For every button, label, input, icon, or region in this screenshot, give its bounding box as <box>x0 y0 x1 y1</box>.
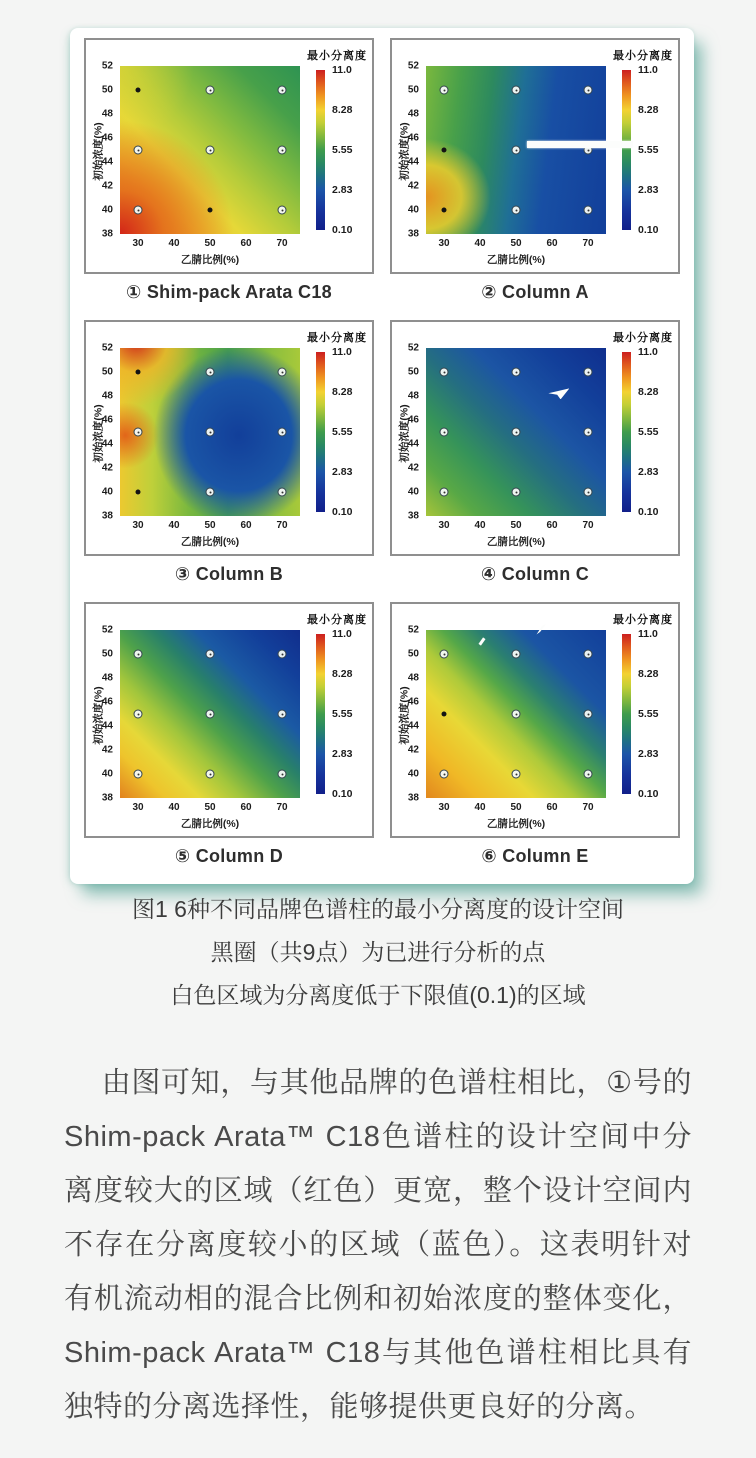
colorbar <box>622 634 631 794</box>
x-tick-label: 70 <box>276 520 288 531</box>
colorbar-tick-label: 2.83 <box>638 748 659 760</box>
y-tick-label: 46 <box>101 414 113 426</box>
plot-panel-3 <box>84 320 374 556</box>
x-tick-label: 60 <box>546 238 558 249</box>
colorbar-tick-label: 5.55 <box>638 708 659 720</box>
sample-point <box>206 146 215 155</box>
y-tick-label: 46 <box>407 696 419 708</box>
sample-point <box>134 428 143 437</box>
y-tick-label: 42 <box>101 180 113 192</box>
y-axis-ticks <box>90 60 116 240</box>
white-low-resolution-band <box>527 141 633 148</box>
y-axis-ticks <box>396 624 422 804</box>
colorbar <box>622 70 631 230</box>
y-tick-label: 38 <box>101 510 113 522</box>
colorbar-tick-label: 11.0 <box>638 64 658 76</box>
subplot-caption-4: ④ Column C <box>480 564 590 584</box>
plot-area <box>407 624 606 804</box>
colorbar-title: 最小分离度 <box>613 614 673 626</box>
sample-point <box>206 770 215 779</box>
y-tick-label: 48 <box>407 108 419 120</box>
colorbar-tick-label: 0.10 <box>332 788 353 800</box>
colorbar-title: 最小分离度 <box>307 50 367 62</box>
sample-point <box>206 710 215 719</box>
colorbar <box>316 352 325 512</box>
x-tick-label: 70 <box>582 520 594 531</box>
y-tick-label: 48 <box>101 108 113 120</box>
y-axis-label: 初始浓度(%) <box>92 404 105 463</box>
x-tick-label: 60 <box>546 802 558 813</box>
heatmap-surface <box>120 630 300 798</box>
sample-point <box>278 428 287 437</box>
sample-point <box>278 368 287 377</box>
x-tick-label: 70 <box>582 802 594 813</box>
x-tick-label: 60 <box>546 520 558 531</box>
y-axis-ticks <box>90 624 116 804</box>
colorbar-title: 最小分离度 <box>307 614 367 626</box>
sample-point <box>278 710 287 719</box>
y-axis-ticks <box>396 60 422 240</box>
y-tick-label: 42 <box>101 744 113 756</box>
y-tick-label: 44 <box>407 720 419 732</box>
sample-point <box>136 370 141 375</box>
colorbar-tick-label: 8.28 <box>638 668 659 680</box>
y-tick-label: 38 <box>407 792 419 804</box>
plot-panel-2 <box>390 38 680 274</box>
x-tick-label: 70 <box>582 238 594 249</box>
y-tick-label: 52 <box>407 624 419 636</box>
sample-point <box>584 206 593 215</box>
y-axis-label: 初始浓度(%) <box>92 686 105 745</box>
body-paragraph: 由图可知，与其他品牌的色谱柱相比，①号的Shim-pack Arata™ C18色谱柱的设计空间中分离度较大的区域（红色）更宽，整个设计空间内不存在分离度较小的区域（蓝色）。这表明针对有机流动相的混合比例和初始浓度的整体变化，Shim-pack Arata™ C18与其他色谱柱相比具有独特的分离选择性，能够提供更良好的分离。 <box>64 1067 692 1423</box>
subplot-2 <box>390 38 680 310</box>
x-axis-ticks <box>120 238 300 251</box>
x-axis-ticks <box>426 520 606 533</box>
figure-caption-line-1: 图1 6种不同品牌色谱柱的最小分离度的设计空间 <box>132 896 624 922</box>
sample-point <box>440 86 449 95</box>
colorbar-tick-label: 2.83 <box>638 184 659 196</box>
y-tick-label: 52 <box>407 60 419 72</box>
y-tick-label: 44 <box>407 438 419 450</box>
figure-card <box>70 28 694 884</box>
x-axis-label: 乙腈比例(%) <box>486 254 546 266</box>
colorbar-tick-label: 5.55 <box>332 144 353 156</box>
colorbar-tick-label: 0.10 <box>638 224 659 236</box>
colorbar-tick-label: 8.28 <box>332 668 353 680</box>
colorbar-tick-label: 2.83 <box>332 184 353 196</box>
subplot-caption-3: ③ Column B <box>174 564 284 584</box>
x-axis-label: 乙腈比例(%) <box>180 818 240 830</box>
sample-point <box>584 86 593 95</box>
heatmap-surface <box>426 630 606 798</box>
sample-point <box>206 86 215 95</box>
x-tick-label: 40 <box>168 238 180 249</box>
plot-area <box>407 60 606 240</box>
sample-point <box>134 650 143 659</box>
subplot-1 <box>84 38 374 310</box>
y-tick-label: 50 <box>407 84 419 96</box>
x-tick-label: 70 <box>276 802 288 813</box>
subplot-3 <box>84 320 374 592</box>
sample-point <box>584 488 593 497</box>
y-tick-label: 38 <box>101 792 113 804</box>
sample-point <box>512 710 521 719</box>
y-tick-label: 52 <box>101 60 113 72</box>
x-tick-label: 30 <box>438 520 450 531</box>
x-tick-label: 60 <box>240 802 252 813</box>
y-tick-label: 38 <box>101 228 113 240</box>
y-tick-label: 48 <box>101 672 113 684</box>
colorbar-tick-label: 2.83 <box>332 748 353 760</box>
y-axis-ticks <box>396 342 422 522</box>
subplot-caption-6: ⑥ Column E <box>481 846 589 866</box>
colorbar-ticks <box>329 346 371 518</box>
x-tick-label: 30 <box>132 520 144 531</box>
sample-point <box>512 146 521 155</box>
y-tick-label: 38 <box>407 510 419 522</box>
sample-point <box>278 86 287 95</box>
y-axis-label: 初始浓度(%) <box>398 686 411 745</box>
y-tick-label: 40 <box>407 768 419 780</box>
sample-point <box>278 488 287 497</box>
subplot-caption-1: ① Shim-pack Arata C18 <box>126 282 332 302</box>
sample-point <box>278 770 287 779</box>
sample-point <box>442 712 447 717</box>
colorbar-tick-label: 0.10 <box>638 506 659 518</box>
y-tick-label: 48 <box>407 672 419 684</box>
x-tick-label: 50 <box>510 802 522 813</box>
colorbar-tick-label: 11.0 <box>332 64 352 76</box>
plot-area <box>101 342 300 522</box>
x-tick-label: 50 <box>510 520 522 531</box>
colorbar-ticks <box>329 64 371 236</box>
sample-point <box>512 368 521 377</box>
y-axis-label: 初始浓度(%) <box>398 404 411 463</box>
subplot-5 <box>84 602 374 874</box>
sample-point <box>440 428 449 437</box>
y-tick-label: 42 <box>407 744 419 756</box>
y-axis-label: 初始浓度(%) <box>92 122 105 181</box>
colorbar-tick-label: 0.10 <box>332 224 353 236</box>
y-tick-label: 42 <box>101 462 113 474</box>
y-tick-label: 50 <box>407 366 419 378</box>
colorbar-title: 最小分离度 <box>307 332 367 344</box>
x-tick-label: 50 <box>204 802 216 813</box>
y-tick-label: 40 <box>101 486 113 498</box>
y-tick-label: 40 <box>101 204 113 216</box>
sample-point <box>278 146 287 155</box>
heatmap-surface <box>426 348 606 516</box>
subplot-4 <box>390 320 680 592</box>
y-tick-label: 42 <box>407 462 419 474</box>
y-tick-label: 46 <box>407 132 419 144</box>
sample-point <box>584 428 593 437</box>
y-tick-label: 50 <box>101 84 113 96</box>
colorbar-tick-label: 11.0 <box>638 346 658 358</box>
x-tick-label: 40 <box>474 802 486 813</box>
y-tick-label: 46 <box>101 696 113 708</box>
sample-point <box>136 490 141 495</box>
colorbar-ticks <box>329 628 371 800</box>
sample-point <box>584 770 593 779</box>
colorbar-tick-label: 11.0 <box>638 628 658 640</box>
figure-caption <box>0 888 756 1017</box>
plot-panel-1 <box>84 38 374 274</box>
sample-point <box>512 488 521 497</box>
colorbar-tick-label: 8.28 <box>332 386 353 398</box>
sample-point <box>584 650 593 659</box>
sample-point <box>206 368 215 377</box>
colorbar-tick-label: 8.28 <box>638 104 659 116</box>
sample-point <box>512 770 521 779</box>
y-tick-label: 52 <box>101 624 113 636</box>
y-tick-label: 44 <box>101 438 113 450</box>
plot-panel-6 <box>390 602 680 838</box>
x-tick-label: 40 <box>168 802 180 813</box>
x-tick-label: 30 <box>132 238 144 249</box>
x-tick-label: 50 <box>204 238 216 249</box>
y-tick-label: 48 <box>407 390 419 402</box>
sample-point <box>442 208 447 213</box>
x-axis-label: 乙腈比例(%) <box>180 536 240 548</box>
sample-point <box>206 650 215 659</box>
sample-point <box>440 770 449 779</box>
sample-point <box>584 710 593 719</box>
sample-point <box>512 206 521 215</box>
y-tick-label: 44 <box>101 156 113 168</box>
colorbar-tick-label: 5.55 <box>638 144 659 156</box>
y-tick-label: 38 <box>407 228 419 240</box>
subplot-caption-5: ⑤ Column D <box>174 846 284 866</box>
colorbar <box>316 70 325 230</box>
sample-point <box>584 368 593 377</box>
sample-point <box>442 148 447 153</box>
sample-point <box>136 88 141 93</box>
y-tick-label: 46 <box>101 132 113 144</box>
plot-area <box>101 624 300 804</box>
y-tick-label: 50 <box>407 648 419 660</box>
x-axis-ticks <box>426 238 606 251</box>
y-tick-label: 50 <box>101 648 113 660</box>
heatmap-surface <box>426 66 606 234</box>
x-axis-label: 乙腈比例(%) <box>486 536 546 548</box>
y-tick-label: 44 <box>407 156 419 168</box>
y-tick-label: 40 <box>407 486 419 498</box>
colorbar-title: 最小分离度 <box>613 332 673 344</box>
x-tick-label: 50 <box>510 238 522 249</box>
colorbar-tick-label: 11.0 <box>332 346 352 358</box>
sample-point <box>134 770 143 779</box>
x-tick-label: 40 <box>168 520 180 531</box>
colorbar-tick-label: 8.28 <box>332 104 353 116</box>
sample-point <box>440 650 449 659</box>
sample-point <box>208 208 213 213</box>
subplot-6 <box>390 602 680 874</box>
colorbar-ticks <box>635 346 677 518</box>
x-axis-label: 乙腈比例(%) <box>486 818 546 830</box>
x-tick-label: 40 <box>474 520 486 531</box>
colorbar-tick-label: 11.0 <box>332 628 352 640</box>
colorbar-tick-label: 0.10 <box>638 788 659 800</box>
y-tick-label: 44 <box>101 720 113 732</box>
sample-point <box>278 206 287 215</box>
y-tick-label: 52 <box>101 342 113 354</box>
y-tick-label: 50 <box>101 366 113 378</box>
y-tick-label: 52 <box>407 342 419 354</box>
x-axis-ticks <box>426 802 606 815</box>
y-tick-label: 40 <box>407 204 419 216</box>
y-axis-label: 初始浓度(%) <box>398 122 411 181</box>
sample-point <box>134 710 143 719</box>
sample-point <box>206 488 215 497</box>
sample-point <box>512 428 521 437</box>
x-tick-label: 40 <box>474 238 486 249</box>
plot-panel-5 <box>84 602 374 838</box>
x-tick-label: 30 <box>438 802 450 813</box>
x-axis-ticks <box>120 802 300 815</box>
x-axis-ticks <box>120 520 300 533</box>
figure-caption-line-2: 黑圈（共9点）为已进行分析的点 <box>210 939 546 965</box>
sample-point <box>134 146 143 155</box>
colorbar-tick-label: 2.83 <box>332 466 353 478</box>
y-tick-label: 42 <box>407 180 419 192</box>
sample-point <box>134 206 143 215</box>
y-axis-ticks <box>90 342 116 522</box>
sample-point <box>206 428 215 437</box>
colorbar-tick-label: 5.55 <box>332 426 353 438</box>
y-tick-label: 46 <box>407 414 419 426</box>
subplot-caption-2: ② Column A <box>481 282 589 302</box>
colorbar-tick-label: 5.55 <box>638 426 659 438</box>
colorbar-tick-label: 2.83 <box>638 466 659 478</box>
figure-caption-line-3: 白色区域为分离度低于下限值(0.1)的区域 <box>170 982 586 1008</box>
colorbar-ticks <box>635 64 677 236</box>
sample-point <box>440 368 449 377</box>
y-tick-label: 48 <box>101 390 113 402</box>
x-tick-label: 70 <box>276 238 288 249</box>
sample-point <box>278 650 287 659</box>
sample-point <box>512 86 521 95</box>
plot-panel-4 <box>390 320 680 556</box>
heatmap-surface <box>120 348 300 516</box>
y-tick-label: 40 <box>101 768 113 780</box>
colorbar-tick-label: 8.28 <box>638 386 659 398</box>
colorbar <box>622 352 631 512</box>
x-tick-label: 30 <box>132 802 144 813</box>
plot-area <box>407 342 606 522</box>
sample-point <box>440 488 449 497</box>
plot-area <box>101 60 300 240</box>
colorbar-tick-label: 0.10 <box>332 506 353 518</box>
colorbar <box>316 634 325 794</box>
sample-point <box>512 650 521 659</box>
x-tick-label: 50 <box>204 520 216 531</box>
x-tick-label: 60 <box>240 238 252 249</box>
x-tick-label: 60 <box>240 520 252 531</box>
colorbar-title: 最小分离度 <box>613 50 673 62</box>
x-axis-label: 乙腈比例(%) <box>180 254 240 266</box>
heatmap-surface <box>120 66 300 234</box>
colorbar-tick-label: 5.55 <box>332 708 353 720</box>
x-tick-label: 30 <box>438 238 450 249</box>
colorbar-ticks <box>635 628 677 800</box>
